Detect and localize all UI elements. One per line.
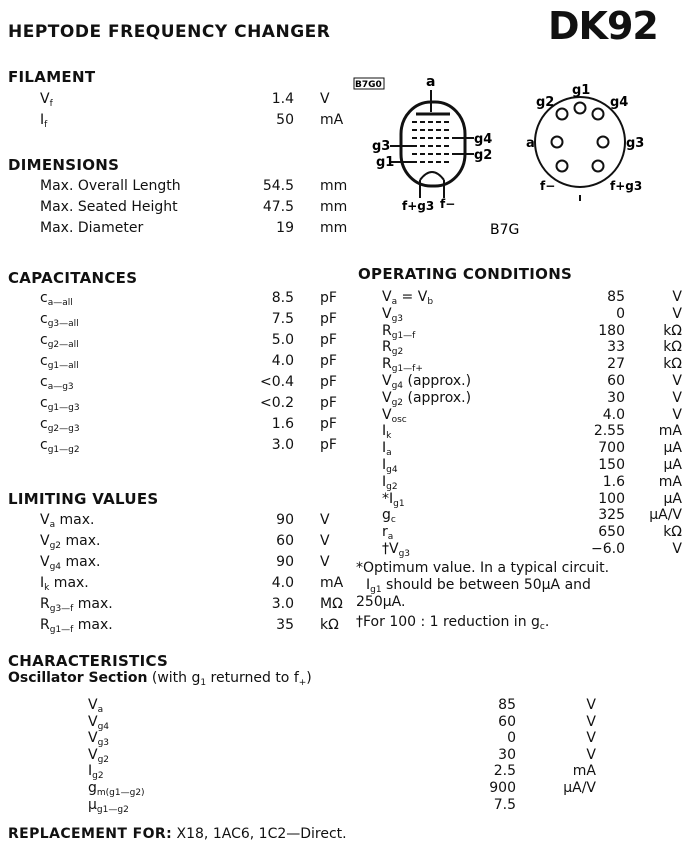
characteristics-value: 7.5 [493,796,516,813]
operating-param: $V_{g2}$ (approx.) [382,389,472,408]
base-label-g3: g3 [626,136,645,151]
capacitances-row [40,351,360,371]
operating-value: 700 [598,440,625,457]
filament-unit: mA [320,112,344,128]
operating-unit: μA [663,440,682,457]
operating-param: $R_{g1—f+}$ [382,356,423,375]
base-label-g2: g2 [536,95,555,110]
capacitances-row [40,414,360,434]
operating-param: $r_a$ [382,524,394,543]
capacitances-param: $c_{a—all}$ [40,290,73,308]
operating-value: −6.0 [591,541,625,557]
dimensions-value: 47.5 [262,199,294,215]
limiting-value: 90 [276,554,294,570]
filament-value: 1.4 [271,91,294,107]
capacitances-unit: pF [320,437,337,453]
capacitances-value: 3.0 [271,437,294,453]
capacitances-unit: pF [320,374,337,390]
dimensions-row [40,176,360,196]
capacitances-unit: pF [320,332,337,348]
operating-param: $\dagger V_{g3}$ [382,541,411,559]
limiting-unit: V [320,533,330,549]
limiting-value: 3.0 [271,596,294,612]
limiting-unit: V [320,554,330,570]
operating-unit: V [672,389,682,406]
characteristics-value: 0 [507,730,516,747]
base-tag: B7G0 [355,80,382,90]
operating-param: $*I_{g1}$ [382,490,405,509]
characteristics-value: 30 [498,746,516,763]
characteristics-value: 60 [498,713,516,730]
characteristics-unit: V [586,713,596,730]
valve-code: DK92 [548,4,658,48]
operating-value: 180 [598,322,625,339]
capacitances-value: 8.5 [271,290,294,306]
limiting-unit: V [320,512,330,528]
dimensions-unit: mm [320,178,348,194]
operating-unit: μA [663,457,682,473]
operating-param: $I_k$ [382,423,392,442]
operating-value: 150 [598,457,625,473]
operating-unit: mA [658,473,682,490]
operating-value: 100 [598,490,625,507]
dimensions-unit: mm [320,220,348,236]
capacitances-heading: CAPACITANCES [8,269,138,287]
footnote-optimum-line1: *Optimum value. In a typical circuit. [356,560,610,576]
tube-label-fg3: f+g3 [402,199,435,213]
filament-row [40,89,360,109]
capacitances-row [40,372,360,392]
dimensions-value: 19 [276,220,294,236]
limiting-row [40,573,360,593]
capacitances-row [40,330,360,350]
dimensions-unit: mm [320,199,348,215]
operating-value: 2.55 [593,423,625,440]
dimensions-param: Max. Diameter [40,220,144,236]
capacitances-param: $c_{g1—g2}$ [40,437,80,455]
operating-value: 325 [598,507,625,524]
filament-heading: FILAMENT [8,68,96,86]
operating-param: $V_{g4}$ (approx.) [382,373,472,391]
operating-param: $V_a = V_b$ [382,289,434,307]
operating-param: $R_{g1—f}$ [382,322,416,341]
capacitances-unit: pF [320,416,337,432]
capacitances-param: $c_{g1—all}$ [40,353,79,371]
capacitances-value: 4.0 [271,353,294,369]
valve-diagram [340,66,666,246]
dimensions-row [40,218,360,238]
base-type-label: B7G [490,222,520,238]
tube-symbol [354,74,492,213]
capacitances-value: 1.6 [271,416,294,432]
characteristics-value: 2.5 [493,763,516,780]
dimensions-param: Max. Overall Length [40,178,181,194]
footnote-reduction: †For 100 : 1 reduction in $g_c$. [356,614,550,632]
limiting-param: $V_{g2}$ max. [40,533,101,551]
replacement-text: X18, 1AC6, 1C2—Direct. [172,826,347,842]
operating-heading: OPERATING CONDITIONS [358,265,573,283]
operating-unit: V [672,406,682,423]
footnote-optimum-line2: $I_{g1}$ should be between 50μA and [366,577,591,595]
operating-unit: kΩ [663,524,682,541]
operating-unit: V [672,289,682,305]
base-label-fm: f− [540,179,556,193]
replacement-line [8,826,347,842]
operating-unit: μA [663,490,682,507]
characteristics-heading: CHARACTERISTICS [8,652,169,670]
operating-value: 60 [607,373,625,389]
limiting-unit: MΩ [320,596,343,612]
capacitances-param: $c_{a—g3}$ [40,374,74,392]
tube-label-g3: g3 [372,139,391,154]
capacitances-param: $c_{g1—g3}$ [40,395,80,413]
limiting-param: $V_{g4}$ max. [40,554,101,572]
operating-param: $g_c$ [382,507,396,526]
characteristics-param: $g_{m(g1—g2)}$ [88,780,145,798]
capacitances-param: $c_{g2—g3}$ [40,416,80,434]
limiting-value: 4.0 [271,575,294,591]
limiting-row [40,531,360,551]
limiting-param: $I_k$ max. [40,575,89,593]
characteristics-param: $V_{g2}$ [88,746,110,765]
limiting-row [40,594,360,614]
filament-unit: V [320,91,330,107]
base-label-a: a [526,136,535,151]
capacitances-value: <0.2 [260,395,294,411]
dimensions-value: 54.5 [262,178,294,194]
base-label-fp: f+g3 [610,179,643,193]
operating-param: $I_{g2}$ [382,473,398,492]
base-pin-diagram [526,83,644,201]
operating-value: 33 [607,339,625,356]
capacitances-param: $c_{g3—all}$ [40,311,79,329]
characteristics-unit: mA [572,763,596,780]
operating-unit: V [672,373,682,389]
characteristics-row [88,795,608,815]
capacitances-row [40,393,360,413]
operating-unit: mA [658,423,682,440]
capacitances-unit: pF [320,395,337,411]
capacitances-row [40,309,360,329]
characteristics-value: 900 [489,780,516,796]
operating-param: $V_{osc}$ [382,406,407,425]
tube-label-g4: g4 [474,132,493,147]
characteristics-unit: V [586,730,596,747]
limiting-value: 90 [276,512,294,528]
operating-value: 85 [607,289,625,305]
dimensions-row [40,197,360,217]
capacitances-value: 5.0 [271,332,294,348]
limiting-param: $V_a$ max. [40,512,95,530]
operating-value: 30 [607,389,625,406]
footnote-optimum [356,560,656,611]
limiting-heading: LIMITING VALUES [8,490,159,508]
operating-param: $R_{g2}$ [382,339,404,358]
limiting-row [40,510,360,530]
footnote-optimum-line3: 250μA. [356,594,406,610]
replacement-label: REPLACEMENT FOR: [8,826,173,842]
capacitances-value: 7.5 [271,311,294,327]
base-label-g1: g1 [572,83,591,98]
operating-value: 0 [616,305,625,322]
limiting-param: $R_{g1—f}$ max. [40,617,113,635]
dimensions-heading: DIMENSIONS [8,156,120,174]
operating-unit: V [672,541,682,557]
tube-label-fm: f− [440,197,456,211]
operating-row [382,539,682,559]
limiting-value: 60 [276,533,294,549]
base-label-g4: g4 [610,95,629,110]
operating-value: 1.6 [602,473,625,490]
characteristics-param: $V_{g3}$ [88,730,110,749]
characteristics-param: $\mu_{g1—g2}$ [88,796,129,815]
capacitances-unit: pF [320,290,337,306]
filament-param: $V_f$ [40,91,53,109]
limiting-value: 35 [276,617,294,633]
operating-param: $I_a$ [382,440,392,459]
operating-unit: μA/V [649,507,682,524]
page-title: HEPTODE FREQUENCY CHANGER [8,22,331,42]
dimensions-param: Max. Seated Height [40,199,178,215]
operating-param: $V_{g3}$ [382,305,404,324]
characteristics-unit: V [586,697,596,713]
tube-label-a: a [426,74,436,90]
capacitances-param: $c_{g2—all}$ [40,332,79,350]
characteristics-unit: μA/V [563,780,596,796]
filament-value: 50 [276,112,294,128]
tube-label-g1: g1 [376,155,395,170]
operating-unit: kΩ [663,322,682,339]
capacitances-unit: pF [320,353,337,369]
characteristics-param: $V_a$ [88,697,104,715]
characteristics-param: $I_{g2}$ [88,763,104,782]
limiting-param: $R_{g3—f}$ max. [40,596,113,614]
capacitances-unit: pF [320,311,337,327]
tube-label-g2: g2 [474,148,493,163]
limiting-row [40,615,360,635]
limiting-unit: mA [320,575,344,591]
operating-value: 650 [598,524,625,541]
limiting-row [40,552,360,572]
operating-value: 27 [607,356,625,373]
operating-unit: kΩ [663,356,682,373]
capacitances-row [40,288,360,308]
oscillator-subheading: Oscillator Section (with $g_1$ returned to $f_+$) [8,670,312,688]
characteristics-unit: V [586,746,596,763]
capacitances-value: <0.4 [260,374,294,390]
characteristics-value: 85 [498,697,516,713]
operating-param: $I_{g4}$ [382,457,398,475]
operating-value: 4.0 [602,406,625,423]
filament-row [40,110,360,130]
limiting-unit: kΩ [320,617,339,633]
operating-unit: kΩ [663,339,682,356]
operating-unit: V [672,305,682,322]
capacitances-row [40,435,360,455]
characteristics-param: $V_{g4}$ [88,713,110,732]
filament-param: $I_f$ [40,112,48,130]
